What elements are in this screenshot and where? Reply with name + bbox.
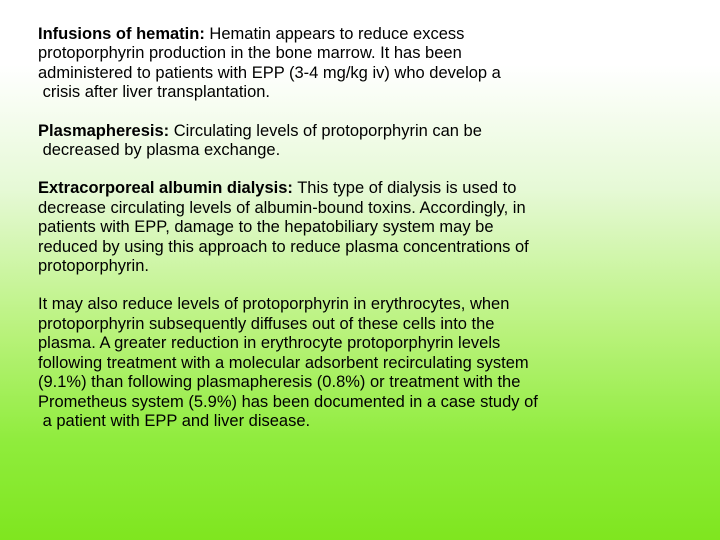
paragraph-line: plasma. A greater reduction in erythrocyte protoporphyrin levels — [38, 334, 501, 353]
paragraph-line — [38, 122, 658, 141]
paragraph-line: decreased by plasma exchange. — [38, 141, 281, 160]
paragraph-line: patients with EPP, damage to the hepatobiliary system may be — [38, 218, 494, 237]
paragraph-line: following treatment with a molecular adsorbent recirculating system — [38, 353, 529, 372]
paragraph-line: Prometheus system (5.9%) has been documented in a case study of — [38, 392, 538, 411]
paragraph-line — [38, 25, 658, 44]
term-heading: Plasmapheresis: — [38, 121, 170, 140]
line-text: Hematin appears to reduce excess — [204, 25, 465, 43]
line-text: Circulating levels of protoporphyrin can be — [169, 121, 482, 140]
paragraph-line: a patient with EPP and liver disease. — [38, 411, 311, 430]
term-heading: Extracorporeal albumin dialysis: — [38, 179, 293, 198]
paragraph-line: reduced by using this approach to reduce plasma concentrations of — [38, 237, 529, 256]
paragraph-line: administered to patients with EPP (3-4 mg/kg iv) who develop a — [38, 63, 501, 82]
paragraph-erythrocytes — [38, 295, 658, 431]
paragraph-line: crisis after liver transplantation. — [38, 83, 271, 102]
paragraph-line: protoporphyrin production in the bone marrow. It has been — [38, 44, 462, 63]
term-heading: Infusions of hematin: — [38, 25, 205, 43]
paragraph-line: (9.1%) than following plasmapheresis (0.8%) or treatment with the — [38, 373, 521, 392]
paragraph-line: protoporphyrin. — [38, 257, 149, 276]
paragraph-plasmapheresis — [38, 122, 658, 161]
paragraph-line — [38, 179, 658, 198]
paragraph-albumin-dialysis — [38, 179, 658, 276]
paragraph-hematin — [38, 25, 658, 103]
text-body — [38, 25, 658, 450]
paragraph-line: decrease circulating levels of albumin-bound toxins. Accordingly, in — [38, 198, 526, 217]
paragraph-line: protoporphyrin subsequently diffuses out of these cells into the — [38, 314, 495, 333]
paragraph-line: It may also reduce levels of protoporphyrin in erythrocytes, when — [38, 295, 510, 314]
line-text: This type of dialysis is used to — [292, 179, 517, 198]
